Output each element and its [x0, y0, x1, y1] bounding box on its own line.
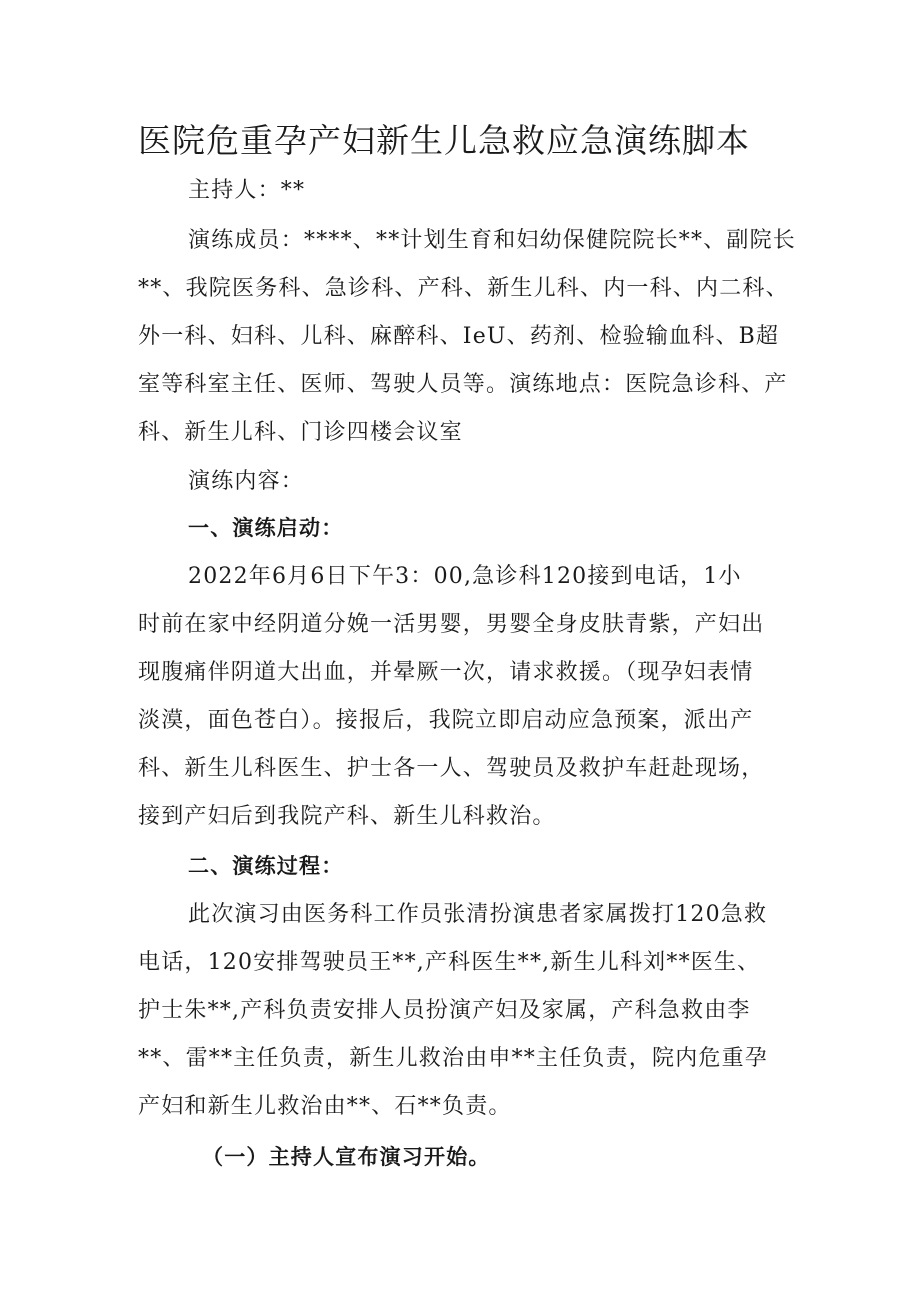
- members-line-1: 演练成员：****、**计划生育和妇幼保健院院长**、副院长: [188, 228, 797, 253]
- document-title: 医院危重孕产妇新生儿急救应急演练脚本: [138, 121, 750, 160]
- content-label: 演练内容：: [188, 469, 305, 494]
- members-line-5: 科、新生儿科、门诊四楼会议室: [138, 420, 463, 445]
- paragraph-1-line-4: 淡漠，面色苍白）。接报后，我院立即启动应急预案，派出产: [138, 708, 754, 733]
- paragraph-1-line-3: 现腹痛伴阴道大出血，并晕厥一次，请求救援。（现孕妇表情: [138, 660, 754, 685]
- paragraph-1-line-1: 2022年6月6日下午3：00,急诊科120接到电话，1小: [188, 564, 742, 589]
- paragraph-2-line-5: 产妇和新生儿救治由**、石**负责。: [138, 1094, 512, 1119]
- section-heading-process: 二、演练过程：: [188, 854, 344, 878]
- members-line-4: 室等科室主任、医师、驾驶人员等。演练地点：医院急诊科、产: [138, 372, 788, 397]
- paragraph-1-line-6: 接到产妇后到我院产科、新生儿科救治。: [138, 804, 556, 829]
- subsection-heading-1: （一）主持人宣布演习开始。: [202, 1145, 491, 1169]
- paragraph-1-line-5: 科、新生儿科医生、护士各一人、驾驶员及救护车赶赴现场，: [138, 756, 765, 781]
- paragraph-2-line-4: **、雷**主任负责，新生儿救治由申**主任负责，院内危重孕: [138, 1046, 769, 1071]
- host-line: 主持人：**: [188, 178, 306, 203]
- section-heading-start: 一、演练启动：: [188, 516, 344, 540]
- paragraph-2-line-2: 电话，120安排驾驶员王**,产科医生**,新生儿科刘**医生、: [138, 950, 761, 975]
- paragraph-2-line-1: 此次演习由医务科工作员张清扮演患者家属拨打120急救: [188, 902, 768, 927]
- paragraph-1-line-2: 时前在家中经阴道分娩一活男婴，男婴全身皮肤青紫，产妇出: [138, 612, 765, 637]
- paragraph-2-line-3: 护士朱**,产科负责安排人员扮演产妇及家属，产科急救由李: [138, 998, 751, 1023]
- members-line-2: **、我院医务科、急诊科、产科、新生儿科、内一科、内二科、: [138, 276, 789, 301]
- members-line-3: 外一科、妇科、儿科、麻醉科、IeU、药剂、检验输血科、B超: [138, 324, 780, 349]
